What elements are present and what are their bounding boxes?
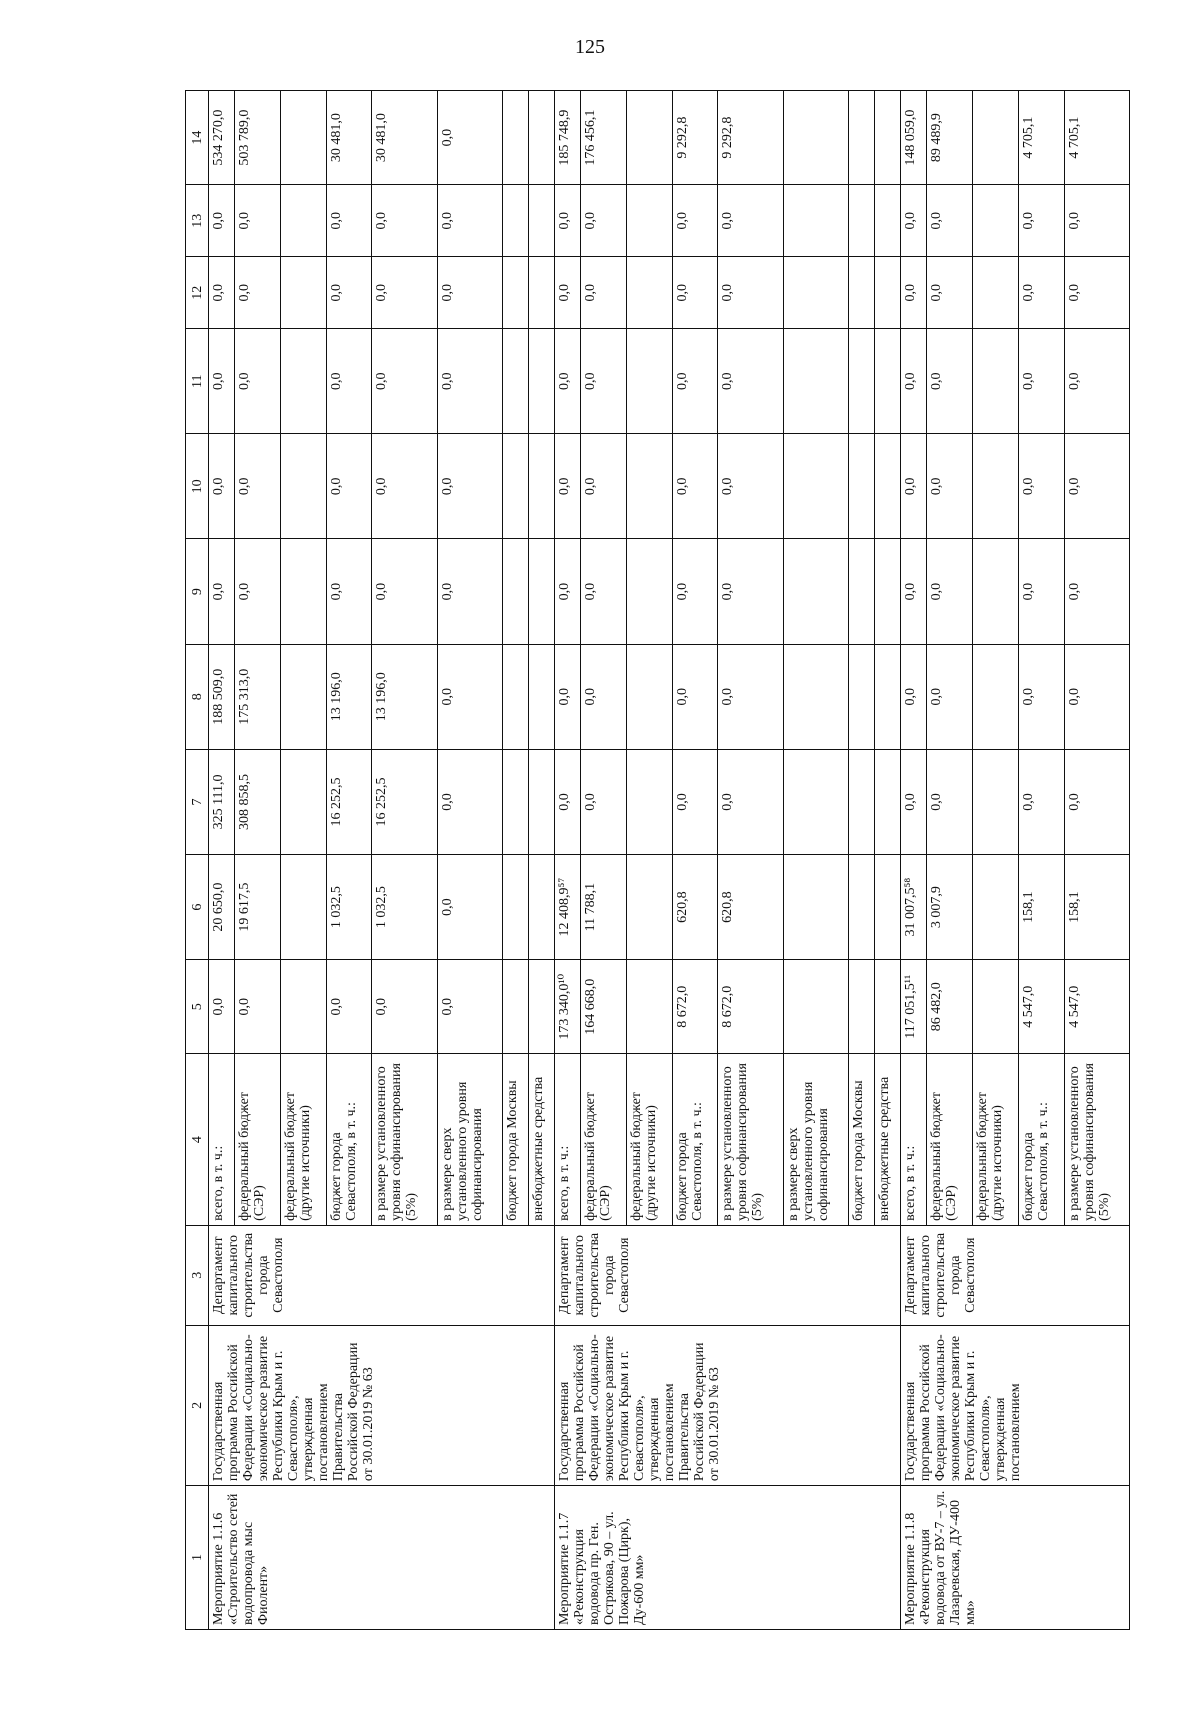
table-row <box>555 91 581 1630</box>
value-cell: 0,0 <box>718 539 783 644</box>
value-cell: 0,0 <box>901 185 927 257</box>
value-cell: 0,0 <box>326 185 372 257</box>
value-cell <box>783 539 848 644</box>
page-number: 125 <box>575 36 605 58</box>
value-cell: 0,0 <box>672 539 718 644</box>
value-cell: 0,0 <box>718 185 783 257</box>
value-cell <box>280 434 326 539</box>
value-cell <box>627 855 673 960</box>
measure-cell: Мероприятие 1.1.8 «Реконструкция водовода от ВУ-7 – ул. Лазаревская, ДУ-400 мм» <box>901 1486 1130 1630</box>
column-header: 4 <box>186 1054 209 1226</box>
value-cell: 0,0 <box>927 329 973 434</box>
value-cell: 0,0 <box>672 329 718 434</box>
value-cell: 173 340,0¹⁰ <box>555 960 581 1054</box>
value-cell <box>875 855 901 960</box>
value-cell <box>849 539 875 644</box>
value-cell <box>627 644 673 749</box>
value-cell: 0,0 <box>209 539 235 644</box>
value-cell: 503 789,0 <box>235 91 281 185</box>
funding-source-cell: бюджет города Севастополя, в т. ч.: <box>326 1054 372 1226</box>
value-cell <box>280 855 326 960</box>
value-cell: 0,0 <box>555 185 581 257</box>
value-cell <box>529 644 555 749</box>
value-cell: 0,0 <box>672 434 718 539</box>
funding-source-cell: федеральный бюджет (СЭР) <box>927 1054 973 1226</box>
value-cell: 0,0 <box>718 434 783 539</box>
value-cell <box>849 960 875 1054</box>
value-cell: 30 481,0 <box>326 91 372 185</box>
value-cell: 89 489,9 <box>927 91 973 185</box>
value-cell <box>529 434 555 539</box>
value-cell: 0,0 <box>372 329 437 434</box>
executor-cell: Департамент капитального строительства города Севастополя <box>209 1225 555 1325</box>
value-cell: 0,0 <box>901 749 927 854</box>
measure-cell: Мероприятие 1.1.7 «Реконструкция водовода пр. Ген. Острякова, 90 – ул. Пожарова (Цирк), Ду-600 мм» <box>555 1486 901 1630</box>
value-cell <box>280 539 326 644</box>
value-cell <box>875 257 901 329</box>
value-cell <box>627 434 673 539</box>
table-row <box>901 91 927 1630</box>
value-cell: 158,1 <box>1064 855 1129 960</box>
value-cell: 0,0 <box>1018 644 1064 749</box>
value-cell <box>280 960 326 1054</box>
column-header: 5 <box>186 960 209 1054</box>
value-cell: 0,0 <box>437 185 502 257</box>
value-cell <box>849 855 875 960</box>
value-cell <box>280 185 326 257</box>
value-cell <box>280 257 326 329</box>
funding-source-cell: в размере сверх установленного уровня софинансирования <box>783 1054 848 1226</box>
value-cell: 8 672,0 <box>718 960 783 1054</box>
value-cell <box>627 185 673 257</box>
funding-source-cell: внебюджетные средства <box>875 1054 901 1226</box>
value-cell: 0,0 <box>581 329 627 434</box>
value-cell <box>280 749 326 854</box>
value-cell: 0,0 <box>326 434 372 539</box>
rotated-table-container <box>185 90 1130 1630</box>
program-cell: Государственная программа Российской Федерации «Социально-экономическое развитие Республики Крым и г. Севастополя», утвержденная постановлением <box>901 1325 1130 1486</box>
value-cell <box>849 329 875 434</box>
value-cell: 0,0 <box>326 257 372 329</box>
value-cell: 0,0 <box>1064 185 1129 257</box>
value-cell <box>529 855 555 960</box>
executor-cell: Департамент капитального строительства города Севастополя <box>555 1225 901 1325</box>
value-cell <box>849 257 875 329</box>
value-cell: 30 481,0 <box>372 91 437 185</box>
value-cell: 0,0 <box>372 185 437 257</box>
value-cell: 0,0 <box>927 185 973 257</box>
value-cell <box>502 960 528 1054</box>
value-cell <box>529 749 555 854</box>
value-cell <box>783 185 848 257</box>
value-cell: 0,0 <box>326 329 372 434</box>
value-cell <box>627 539 673 644</box>
value-cell <box>973 960 1019 1054</box>
value-cell <box>973 91 1019 185</box>
funding-source-cell: в размере установленного уровня софинансирования (5%) <box>718 1054 783 1226</box>
value-cell: 0,0 <box>901 257 927 329</box>
value-cell: 4 705,1 <box>1064 91 1129 185</box>
value-cell <box>973 644 1019 749</box>
column-header: 12 <box>186 257 209 329</box>
value-cell: 0,0 <box>437 257 502 329</box>
value-cell: 4 705,1 <box>1018 91 1064 185</box>
funding-source-cell: федеральный бюджет (СЭР) <box>235 1054 281 1226</box>
value-cell <box>849 91 875 185</box>
value-cell: 20 650,0 <box>209 855 235 960</box>
value-cell: 148 059,0 <box>901 91 927 185</box>
value-cell: 0,0 <box>581 185 627 257</box>
value-cell <box>783 91 848 185</box>
value-cell <box>529 257 555 329</box>
value-cell: 0,0 <box>581 434 627 539</box>
value-cell: 0,0 <box>672 644 718 749</box>
value-cell <box>849 749 875 854</box>
value-cell: 0,0 <box>901 434 927 539</box>
value-cell: 0,0 <box>1064 749 1129 854</box>
funding-source-cell: бюджет города Москвы <box>849 1054 875 1226</box>
value-cell: 31 007,5⁵⁸ <box>901 855 927 960</box>
measure-cell: Мероприятие 1.1.6 «Строительство сетей водопровода мыс Фиолент» <box>209 1486 555 1630</box>
value-cell: 0,0 <box>672 257 718 329</box>
value-cell <box>627 749 673 854</box>
value-cell: 0,0 <box>209 185 235 257</box>
column-header: 10 <box>186 434 209 539</box>
value-cell <box>280 329 326 434</box>
value-cell: 0,0 <box>326 960 372 1054</box>
value-cell: 0,0 <box>1018 539 1064 644</box>
value-cell <box>973 855 1019 960</box>
value-cell: 0,0 <box>1018 329 1064 434</box>
column-header: 9 <box>186 539 209 644</box>
value-cell: 0,0 <box>437 960 502 1054</box>
value-cell <box>783 644 848 749</box>
value-cell: 0,0 <box>718 644 783 749</box>
funding-source-cell: бюджет города Москвы <box>502 1054 528 1226</box>
value-cell: 0,0 <box>372 539 437 644</box>
value-cell: 0,0 <box>437 539 502 644</box>
value-cell: 620,8 <box>672 855 718 960</box>
funding-source-cell: всего, в т. ч.: <box>209 1054 235 1226</box>
value-cell <box>875 749 901 854</box>
value-cell <box>502 329 528 434</box>
value-cell: 0,0 <box>235 329 281 434</box>
column-header: 7 <box>186 749 209 854</box>
value-cell: 0,0 <box>555 329 581 434</box>
funding-source-cell: всего, в т. ч.: <box>901 1054 927 1226</box>
funding-source-cell: федеральный бюджет (СЭР) <box>581 1054 627 1226</box>
value-cell: 0,0 <box>901 329 927 434</box>
funding-source-cell: внебюджетные средства <box>529 1054 555 1226</box>
value-cell: 0,0 <box>437 644 502 749</box>
value-cell: 534 270,0 <box>209 91 235 185</box>
value-cell: 1 032,5 <box>372 855 437 960</box>
value-cell <box>973 329 1019 434</box>
value-cell: 620,8 <box>718 855 783 960</box>
value-cell: 0,0 <box>555 434 581 539</box>
value-cell: 176 456,1 <box>581 91 627 185</box>
value-cell: 117 051,5¹¹ <box>901 960 927 1054</box>
value-cell: 0,0 <box>718 749 783 854</box>
value-cell: 0,0 <box>927 749 973 854</box>
value-cell: 0,0 <box>1064 644 1129 749</box>
value-cell: 0,0 <box>581 257 627 329</box>
value-cell: 9 292,8 <box>718 91 783 185</box>
value-cell: 4 547,0 <box>1064 960 1129 1054</box>
value-cell: 0,0 <box>927 644 973 749</box>
value-cell <box>783 434 848 539</box>
column-header: 2 <box>186 1325 209 1486</box>
value-cell <box>973 185 1019 257</box>
value-cell <box>849 644 875 749</box>
value-cell: 0,0 <box>209 960 235 1054</box>
value-cell: 0,0 <box>718 257 783 329</box>
value-cell <box>502 749 528 854</box>
value-cell: 0,0 <box>372 434 437 539</box>
value-cell: 0,0 <box>1064 539 1129 644</box>
value-cell: 325 111,0 <box>209 749 235 854</box>
value-cell <box>280 644 326 749</box>
value-cell: 0,0 <box>581 749 627 854</box>
value-cell <box>529 960 555 1054</box>
value-cell: 0,0 <box>437 434 502 539</box>
value-cell <box>627 257 673 329</box>
value-cell: 0,0 <box>672 185 718 257</box>
value-cell: 8 672,0 <box>672 960 718 1054</box>
value-cell <box>783 329 848 434</box>
value-cell <box>529 539 555 644</box>
value-cell: 9 292,8 <box>672 91 718 185</box>
value-cell: 0,0 <box>437 329 502 434</box>
value-cell <box>973 539 1019 644</box>
value-cell: 0,0 <box>235 185 281 257</box>
program-cell: Государственная программа Российской Федерации «Социально-экономическое развитие Республики Крым и г. Севастополя», утвержденная постановлением Правительства Российской Федерации от 30.01.2019 № 63 <box>555 1325 901 1486</box>
value-cell <box>529 91 555 185</box>
value-cell <box>875 644 901 749</box>
funding-source-cell: в размере сверх установленного уровня софинансирования <box>437 1054 502 1226</box>
program-cell: Государственная программа Российской Федерации «Социально-экономическое развитие Республики Крым и г. Севастополя», утвержденная постановлением Правительства Российской Федерации от 30.01.2019 № 63 <box>209 1325 555 1486</box>
funding-source-cell: федеральный бюджет (другие источники) <box>627 1054 673 1226</box>
value-cell: 0,0 <box>555 644 581 749</box>
funding-source-cell: федеральный бюджет (другие источники) <box>280 1054 326 1226</box>
value-cell: 0,0 <box>372 257 437 329</box>
value-cell <box>875 434 901 539</box>
value-cell: 4 547,0 <box>1018 960 1064 1054</box>
value-cell: 0,0 <box>235 434 281 539</box>
value-cell <box>973 434 1019 539</box>
value-cell: 0,0 <box>1018 434 1064 539</box>
value-cell: 0,0 <box>437 749 502 854</box>
value-cell: 19 617,5 <box>235 855 281 960</box>
value-cell <box>502 434 528 539</box>
table-body <box>209 91 1130 1630</box>
value-cell <box>502 257 528 329</box>
value-cell: 308 858,5 <box>235 749 281 854</box>
value-cell <box>502 644 528 749</box>
value-cell: 175 313,0 <box>235 644 281 749</box>
column-header: 8 <box>186 644 209 749</box>
value-cell: 16 252,5 <box>372 749 437 854</box>
value-cell: 0,0 <box>581 539 627 644</box>
funding-source-cell: в размере установленного уровня софинансирования (5%) <box>372 1054 437 1226</box>
value-cell: 0,0 <box>1064 257 1129 329</box>
value-cell <box>875 329 901 434</box>
value-cell: 0,0 <box>1064 434 1129 539</box>
value-cell: 0,0 <box>1018 749 1064 854</box>
value-cell: 0,0 <box>927 539 973 644</box>
column-header: 3 <box>186 1225 209 1325</box>
value-cell: 0,0 <box>437 855 502 960</box>
value-cell <box>849 434 875 539</box>
value-cell <box>529 185 555 257</box>
value-cell <box>783 257 848 329</box>
value-cell <box>875 539 901 644</box>
value-cell <box>783 960 848 1054</box>
value-cell <box>849 185 875 257</box>
funding-source-cell: федеральный бюджет (другие источники) <box>973 1054 1019 1226</box>
value-cell: 0,0 <box>1018 257 1064 329</box>
column-header: 13 <box>186 185 209 257</box>
value-cell: 188 509,0 <box>209 644 235 749</box>
value-cell: 0,0 <box>901 539 927 644</box>
column-header: 14 <box>186 91 209 185</box>
value-cell: 0,0 <box>235 960 281 1054</box>
value-cell <box>783 855 848 960</box>
value-cell: 16 252,5 <box>326 749 372 854</box>
value-cell <box>973 257 1019 329</box>
value-cell: 0,0 <box>1064 329 1129 434</box>
value-cell: 0,0 <box>1018 185 1064 257</box>
value-cell <box>502 539 528 644</box>
value-cell <box>529 329 555 434</box>
value-cell <box>502 91 528 185</box>
value-cell: 0,0 <box>437 91 502 185</box>
value-cell: 3 007,9 <box>927 855 973 960</box>
value-cell <box>502 855 528 960</box>
budget-table <box>185 90 1130 1630</box>
value-cell: 13 196,0 <box>372 644 437 749</box>
value-cell <box>875 185 901 257</box>
value-cell <box>875 960 901 1054</box>
column-header: 6 <box>186 855 209 960</box>
value-cell: 86 482,0 <box>927 960 973 1054</box>
value-cell: 0,0 <box>581 644 627 749</box>
value-cell: 0,0 <box>927 257 973 329</box>
value-cell: 0,0 <box>901 644 927 749</box>
value-cell: 0,0 <box>326 539 372 644</box>
funding-source-cell: бюджет города Севастополя, в т. ч.: <box>1018 1054 1064 1226</box>
value-cell: 0,0 <box>927 434 973 539</box>
value-cell: 13 196,0 <box>326 644 372 749</box>
value-cell <box>280 91 326 185</box>
value-cell: 158,1 <box>1018 855 1064 960</box>
value-cell: 0,0 <box>555 257 581 329</box>
table-row <box>209 91 235 1630</box>
value-cell: 1 032,5 <box>326 855 372 960</box>
value-cell <box>875 91 901 185</box>
value-cell: 0,0 <box>555 749 581 854</box>
value-cell: 0,0 <box>209 434 235 539</box>
funding-source-cell: бюджет города Севастополя, в т. ч.: <box>672 1054 718 1226</box>
column-header: 11 <box>186 329 209 434</box>
header-row <box>186 91 209 1630</box>
column-header: 1 <box>186 1486 209 1630</box>
value-cell: 0,0 <box>209 329 235 434</box>
value-cell: 0,0 <box>235 257 281 329</box>
executor-cell: Департамент капитального строительства города Севастополя <box>901 1225 1130 1325</box>
value-cell: 164 668,0 <box>581 960 627 1054</box>
value-cell: 0,0 <box>718 329 783 434</box>
funding-source-cell: в размере установленного уровня софинансирования (5%) <box>1064 1054 1129 1226</box>
value-cell: 0,0 <box>235 539 281 644</box>
value-cell <box>502 185 528 257</box>
value-cell <box>627 960 673 1054</box>
value-cell <box>627 91 673 185</box>
value-cell: 0,0 <box>372 960 437 1054</box>
value-cell: 0,0 <box>555 539 581 644</box>
value-cell <box>627 329 673 434</box>
value-cell: 0,0 <box>209 257 235 329</box>
value-cell: 11 788,1 <box>581 855 627 960</box>
value-cell: 185 748,9 <box>555 91 581 185</box>
value-cell: 12 408,9⁵⁷ <box>555 855 581 960</box>
funding-source-cell: всего, в т. ч.: <box>555 1054 581 1226</box>
value-cell <box>973 749 1019 854</box>
value-cell: 0,0 <box>672 749 718 854</box>
value-cell <box>783 749 848 854</box>
